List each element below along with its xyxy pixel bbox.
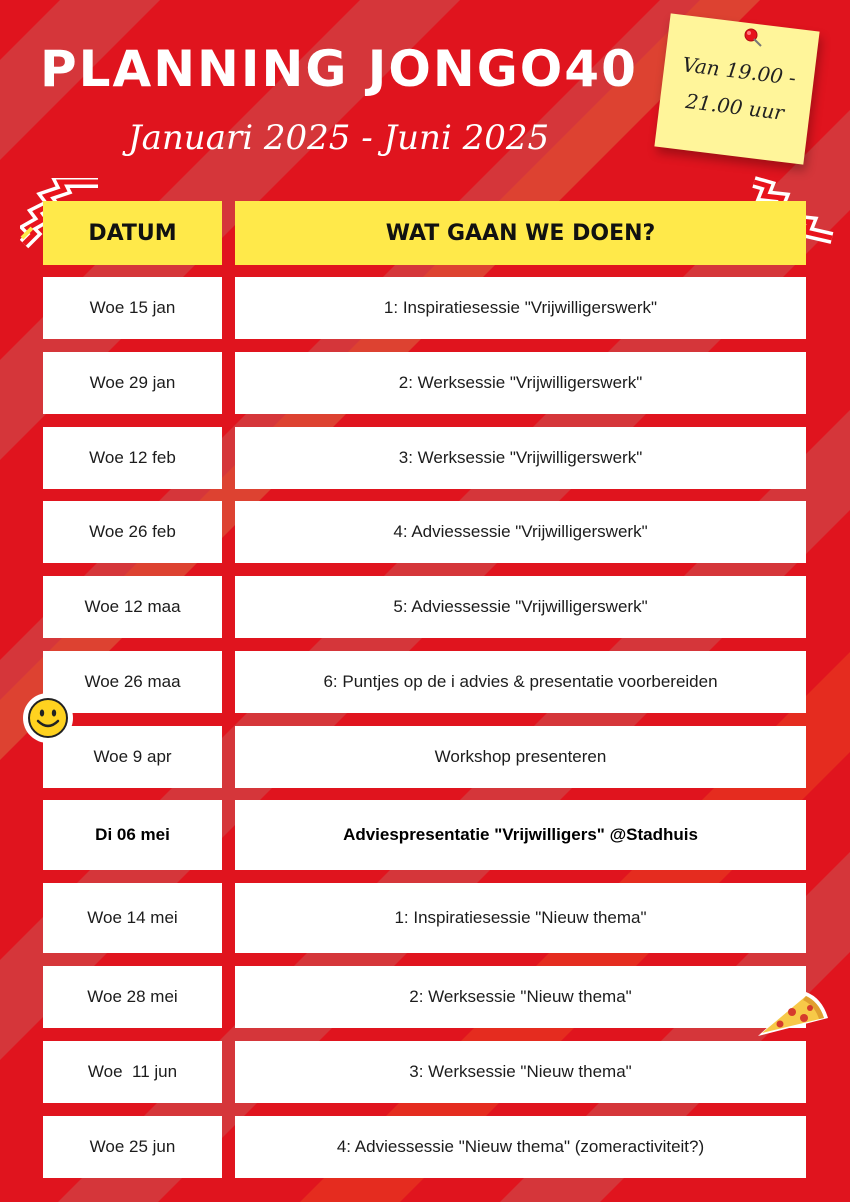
activity-cell: 1: Inspiratiesessie "Vrijwilligerswerk"	[235, 277, 806, 339]
activity-cell: 6: Puntjes op de i advies & presentatie voorbereiden	[235, 651, 806, 713]
date-cell: Woe 29 jan	[43, 352, 222, 414]
date-cell: Woe 26 maa	[43, 651, 222, 713]
time-line-2: 21.00 uur	[684, 88, 786, 125]
page-title: PLANNING JONGO40	[40, 40, 638, 98]
pizza-icon	[752, 988, 832, 1044]
activity-cell: 1: Inspiratiesessie "Nieuw thema"	[235, 883, 806, 953]
highlight-activity-cell: Adviespresentatie "Vrijwilligers" @Stadhuis	[235, 800, 806, 870]
pushpin-icon	[740, 26, 764, 48]
date-cell: Woe 14 mei	[43, 883, 222, 953]
activity-cell: 4: Adviessessie "Nieuw thema" (zomeractiviteit?)	[235, 1116, 806, 1178]
date-cell: Woe 12 maa	[43, 576, 222, 638]
smiley-icon	[22, 692, 74, 744]
activity-cell: 2: Werksessie "Nieuw thema"	[235, 966, 806, 1028]
activity-cell: 5: Adviessessie "Vrijwilligerswerk"	[235, 576, 806, 638]
date-cell: Woe 9 apr	[43, 726, 222, 788]
date-column-header: DATUM	[43, 201, 222, 265]
activity-cell: 4: Adviessessie "Vrijwilligerswerk"	[235, 501, 806, 563]
date-cell: Woe 26 feb	[43, 501, 222, 563]
highlight-date-cell: Di 06 mei	[43, 800, 222, 870]
activity-cell: 2: Werksessie "Vrijwilligerswerk"	[235, 352, 806, 414]
date-cell: Woe 12 feb	[43, 427, 222, 489]
activity-cell: 3: Werksessie "Nieuw thema"	[235, 1041, 806, 1103]
time-sticky-note	[654, 13, 819, 164]
date-cell: Woe 11 jun	[43, 1041, 222, 1103]
time-line-1: Van 19.00 -	[681, 52, 798, 90]
date-cell: Woe 25 jun	[43, 1116, 222, 1178]
activity-cell: Workshop presenteren	[235, 726, 806, 788]
activity-cell: 3: Werksessie "Vrijwilligerswerk"	[235, 427, 806, 489]
date-cell: Woe 28 mei	[43, 966, 222, 1028]
page-subtitle: Januari 2025 - Juni 2025	[128, 118, 550, 158]
date-cell: Woe 15 jan	[43, 277, 222, 339]
activity-column-header: WAT GAAN WE DOEN?	[235, 201, 806, 265]
